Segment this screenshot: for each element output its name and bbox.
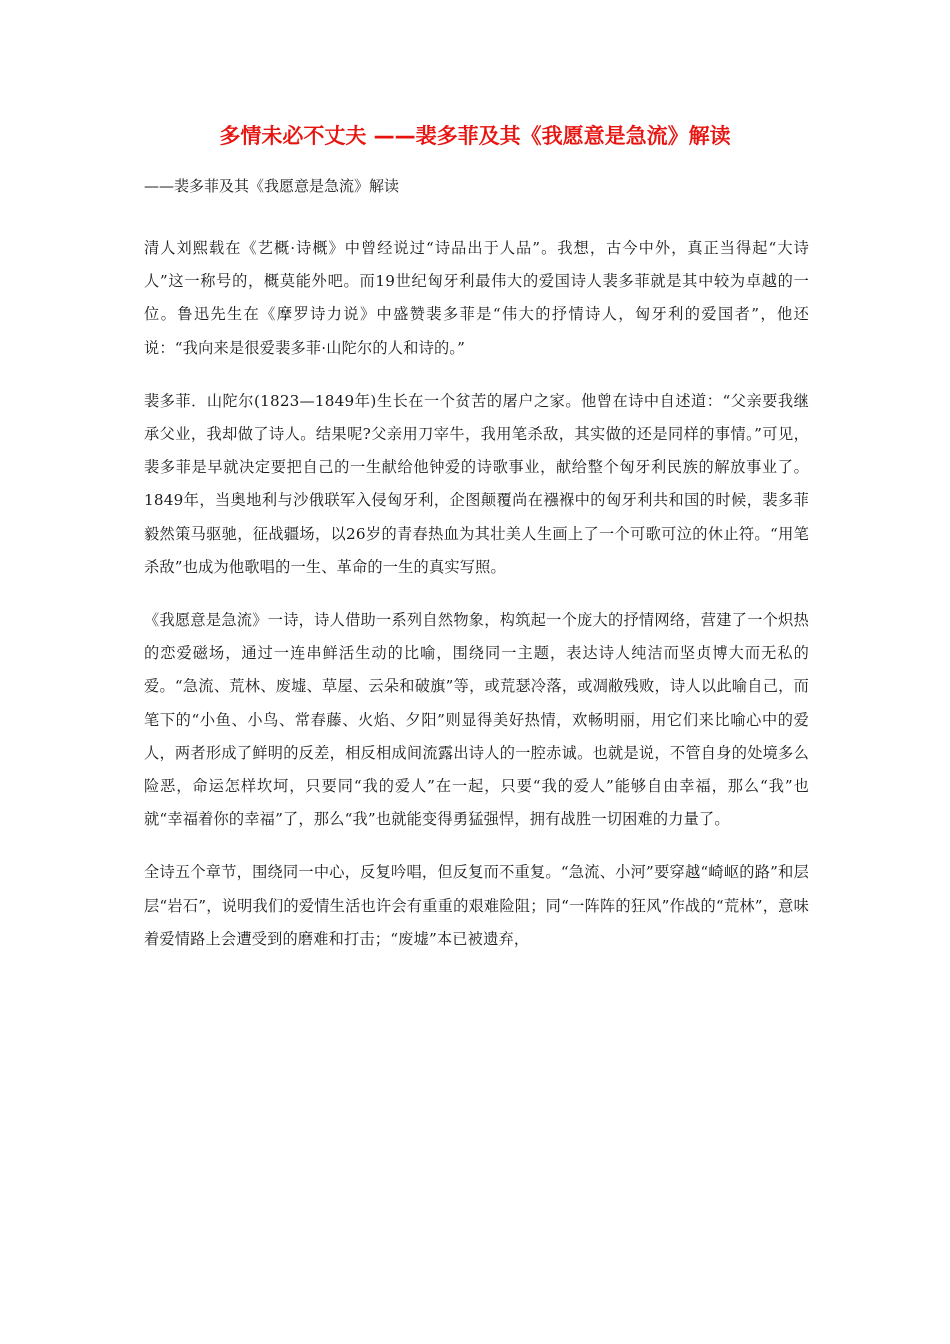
subtitle: ——裴多菲及其《我愿意是急流》解读 [144, 177, 400, 195]
paragraph: 全诗五个章节，围绕同一中心，反复吟唱，但反复而不重复。“急流、小河”要穿越“崎岖的路”和层层“岩石”，说明我们的爱情生活也许会有重重的艰难险阻；同“一阵阵的狂风”作战的“荒林”，意味着爱情路上会遭受到的磨难和打击；“废墟”本已被遗弃， [144, 863, 809, 948]
page-title: 多情未必不丈夫 ——裴多菲及其《我愿意是急流》解读 [219, 124, 731, 148]
paragraph: 《我愿意是急流》一诗，诗人借助一系列自然物象，构筑起一个庞大的抒情网络，营建了一个炽热的恋爱磁场，通过一连串鲜活生动的比喻，围绕同一主题，表达诗人纯洁而坚贞博大而无私的爱。“急流、荒林、废墟、草屋、云朵和破旗”等，或荒瑟冷落，或凋敝残败，诗人以此喻自己，而笔下的“小鱼、小鸟、常春藤、火焰、夕阳”则显得美好热情，欢畅明丽，用它们来比喻心中的爱人，两者形成了鲜明的反差，相反相成间流露出诗人的一腔赤诚。也就是说，不管自身的处境多么险恶，命运怎样坎坷，只要同“我的爱人”在一起，只要“我的爱人”能够自由幸福，那么“我”也就“幸福着你的幸福”了，那么“我”也就能变得勇猛强悍，拥有战胜一切困难的力量了。 [144, 611, 809, 829]
paragraph: 清人刘熙载在《艺概·诗概》中曾经说过“诗品出于人品”。我想，古今中外，真正当得起“大诗人”这一称号的，概莫能外吧。而19世纪匈牙利最伟大的爱国诗人裴多菲就是其中较为卓越的一位。鲁迅先生在《摩罗诗力说》中盛赞裴多菲是“伟大的抒情诗人，匈牙利的爱国者”，他还说：“我向来是很爱裴多菲·山陀尔的人和诗的。” [144, 239, 809, 357]
paragraph: 裴多菲．山陀尔(1823—1849年)生长在一个贫苦的屠户之家。他曾在诗中自述道：“父亲要我继承父业，我却做了诗人。结果呢?父亲用刀宰牛，我用笔杀敌，其实做的还是同样的事情。”可见，裴多菲是早就决定要把自己的一生献给他钟爱的诗歌事业，献给整个匈牙利民族的解放事业了。1849年，当奥地利与沙俄联军入侵匈牙利，企图颠覆尚在襁褓中的匈牙利共和国的时候，裴多菲毅然策马驱驰，征战疆场，以26岁的青春热血为其壮美人生画上了一个可歌可泣的休止符。“用笔杀敌”也成为他歌唱的一生、革命的一生的真实写照。 [144, 391, 809, 576]
article-body [144, 232, 809, 976]
